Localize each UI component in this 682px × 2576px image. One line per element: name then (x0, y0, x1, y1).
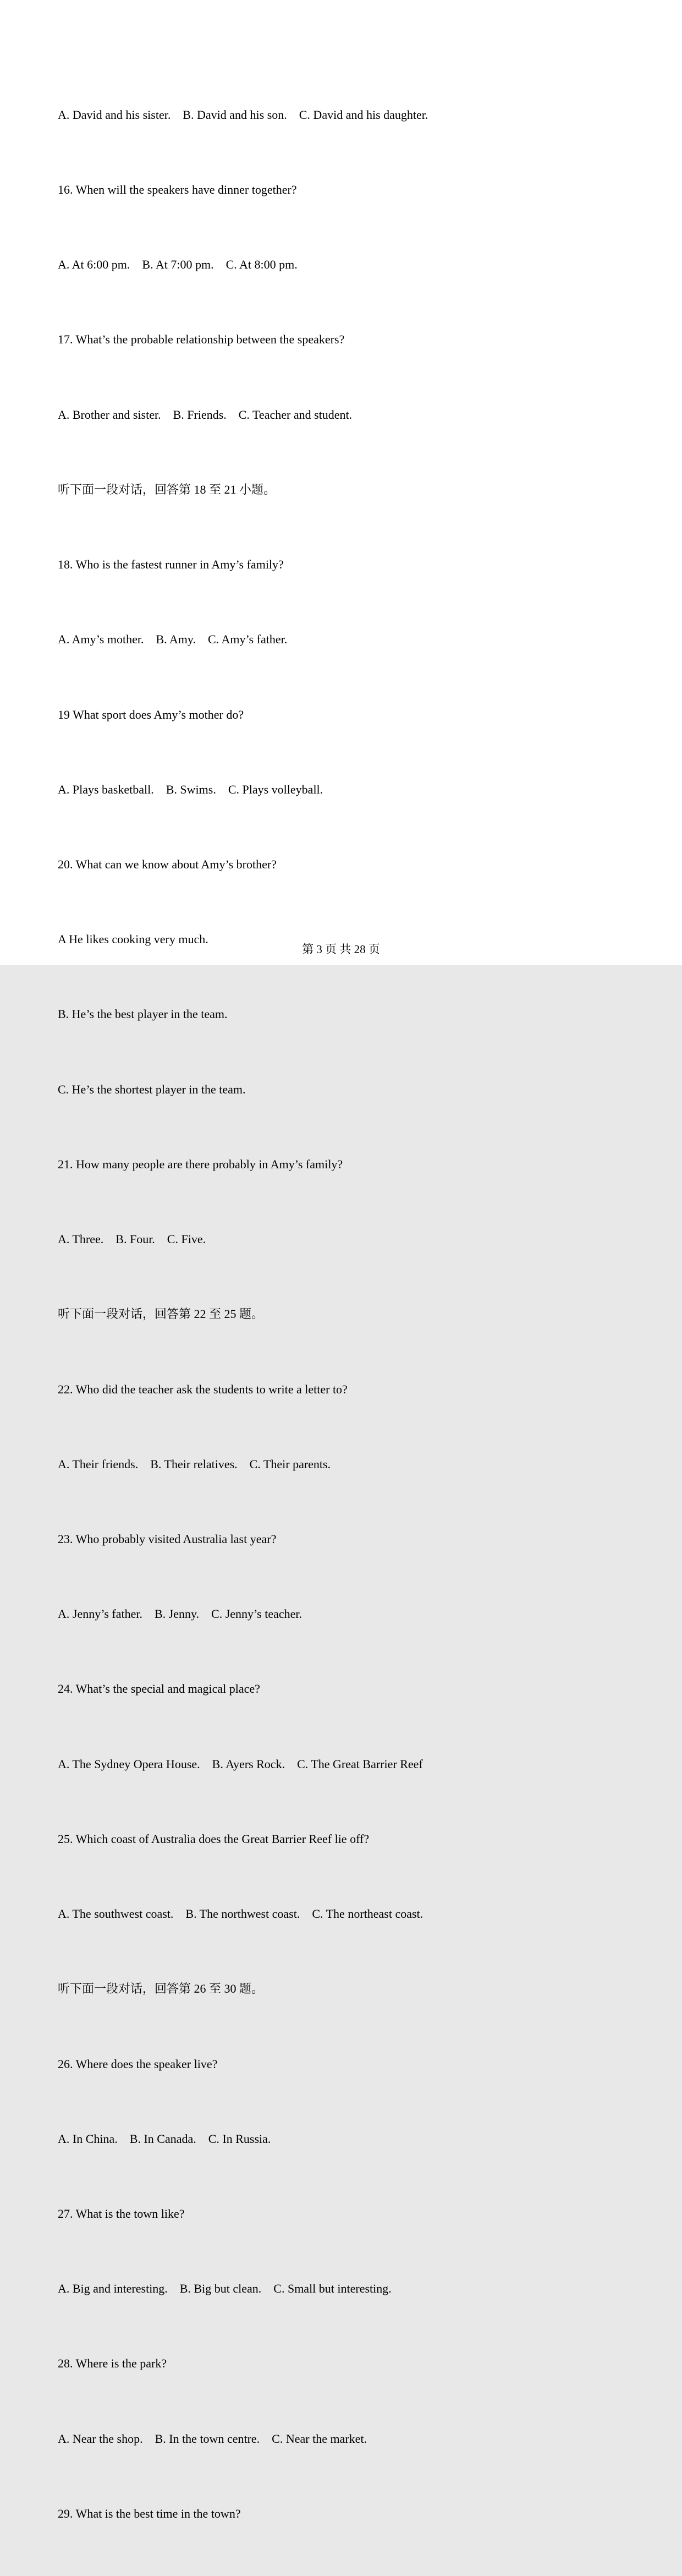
section-instruction: 听下面一段对话，回答第 18 至 21 小题。 (58, 482, 276, 496)
option-line: A He likes cooking very much. (58, 932, 208, 947)
options-line: A. David and his sister. B. David and his son. C. David and his daughter. (58, 107, 428, 122)
section-instruction: 听下面一段对话，回答第 26 至 30 题。 (58, 1982, 264, 1996)
options-line: A. Brother and sister. B. Friends. C. Teacher and student. (58, 407, 353, 422)
question-list (58, 52, 652, 2576)
question-line: 26. Where does the speaker live? (58, 2057, 218, 2071)
question-line: 28. Where is the park? (58, 2356, 167, 2371)
options-line: A. Jenny’s father. B. Jenny. C. Jenny’s teacher. (58, 1607, 302, 1621)
option-line: C. He’s the shortest player in the team. (58, 1082, 246, 1096)
section-instruction: 听下面一段对话，回答第 22 至 25 题。 (58, 1307, 264, 1321)
options-line: A. Amy’s mother. B. Amy. C. Amy’s father. (58, 632, 288, 647)
question-line: 25. Which coast of Australia does the Great Barrier Reef lie off? (58, 1831, 370, 1846)
options-line: A. Their friends. B. Their relatives. C. Their parents. (58, 1457, 331, 1471)
page-footer (0, 942, 682, 956)
question-line: 23. Who probably visited Australia last year? (58, 1532, 277, 1546)
question-line: 22. Who did the teacher ask the students to write a letter to? (58, 1382, 348, 1396)
question-line: 24. What’s the special and magical place? (58, 1682, 260, 1696)
options-line: A. The Sydney Opera House. B. Ayers Rock. C. The Great Barrier Reef (58, 1757, 423, 1771)
question-line: 20. What can we know about Amy’s brother? (58, 857, 277, 871)
options-line: A. Near the shop. B. In the town centre. C. Near the market. (58, 2431, 367, 2446)
question-line: 29. What is the best time in the town? (58, 2506, 241, 2520)
page-number: 第 3 页 共 28 页 (302, 943, 380, 956)
question-line: 17. What’s the probable relationship between the speakers? (58, 332, 345, 347)
options-line: A. Plays basketball. B. Swims. C. Plays volleyball. (58, 782, 323, 796)
question-line: 16. When will the speakers have dinner together? (58, 183, 297, 197)
options-line: A. Big and interesting. B. Big but clean. C. Small but interesting. (58, 2282, 392, 2296)
options-line: A. In China. B. In Canada. C. In Russia. (58, 2131, 271, 2146)
options-line: A. Three. B. Four. C. Five. (58, 1232, 206, 1246)
question-line: 18. Who is the fastest runner in Amy’s family? (58, 557, 284, 572)
options-line: A. At 6:00 pm. B. At 7:00 pm. C. At 8:00 pm. (58, 258, 298, 272)
option-line: B. He’s the best player in the team. (58, 1007, 228, 1021)
options-line: A. The southwest coast. B. The northwest coast. C. The northeast coast. (58, 1907, 424, 1921)
question-line: 27. What is the town like? (58, 2206, 185, 2220)
question-line: 21. How many people are there probably in Amy’s family? (58, 1157, 343, 1171)
question-line: 19 What sport does Amy’s mother do? (58, 707, 244, 721)
